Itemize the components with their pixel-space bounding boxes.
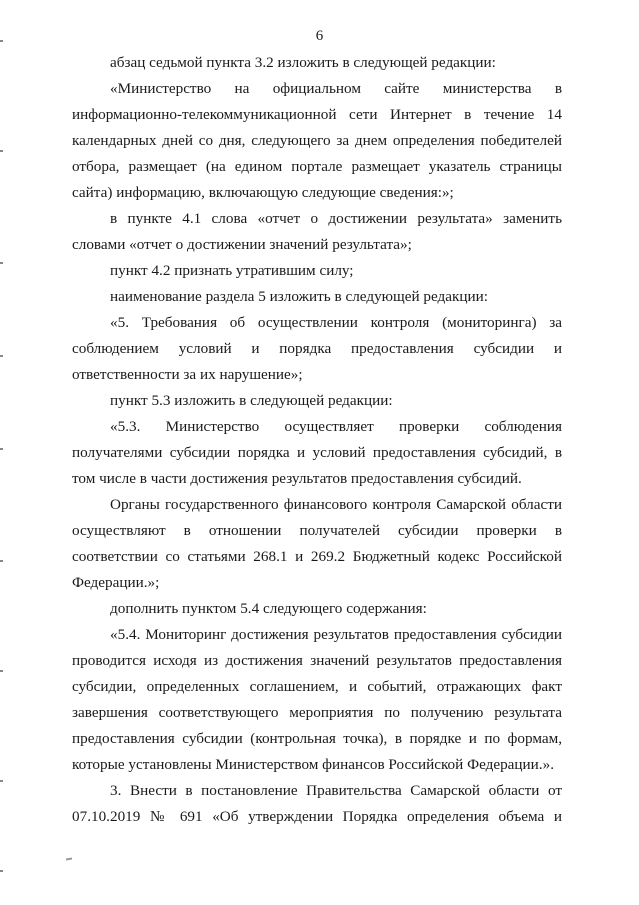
- paragraph: дополнить пунктом 5.4 следующего содержания:: [110, 600, 427, 617]
- paragraph: пункт 4.2 признать утратившим силу;: [110, 262, 354, 279]
- scan-margin-marks: [0, 0, 4, 905]
- paragraph: наименование раздела 5 изложить в следующей редакции:: [110, 288, 488, 305]
- page-number: 6: [315, 28, 324, 44]
- scan-stray-mark: [66, 857, 72, 860]
- paragraph: абзац седьмой пункта 3.2 изложить в следующей редакции:: [110, 54, 496, 71]
- document-body: [72, 50, 562, 830]
- paragraph: «5.4. Мониторинг достижения результатов предоставления субсидии проводится исходя из достижения значений результатов предоставления субсидии, определенных соглашением, и событий, отражающих факт завершения соответствующего мероприятия по получению результата предоставления субсидии (контрольная точка), в порядке и по формам, которые установлены Министерством финансов Российской Федерации.».: [72, 626, 562, 773]
- paragraph: Органы государственного финансового контроля Самарской области осуществляют в отношении получателей субсидии проверки в соответствии со статьями 268.1 и 269.2 Бюджетный кодекс Российской Федерации.»;: [72, 496, 562, 591]
- paragraph: «Министерство на официальном сайте министерства в информационно-телекоммуникационной сети Интернет в течение 14 календарных дней со дня, следующего за днем определения победителей отбора, размещает (на едином портале размещает указатель страницы сайта) информацию, включающую следующие сведения:»;: [72, 80, 562, 201]
- paragraph: «5. Требования об осуществлении контроля (мониторинга) за соблюдением условий и порядка предоставления субсидии и ответственности за их нарушение»;: [72, 314, 562, 383]
- paragraph: «5.3. Министерство осуществляет проверки соблюдения получателями субсидии порядка и условий предоставления субсидий, в том числе в части достижения результатов предоставления субсидий.: [72, 418, 562, 487]
- paragraph: в пункте 4.1 слова «отчет о достижении результата» заменить словами «отчет о достижении значений результата»;: [72, 210, 562, 253]
- paragraph: пункт 5.3 изложить в следующей редакции:: [110, 392, 393, 409]
- paragraph: 3. Внести в постановление Правительства Самарской области от 07.10.2019 № 691 «Об утверждении Порядка определения объема и: [72, 782, 562, 825]
